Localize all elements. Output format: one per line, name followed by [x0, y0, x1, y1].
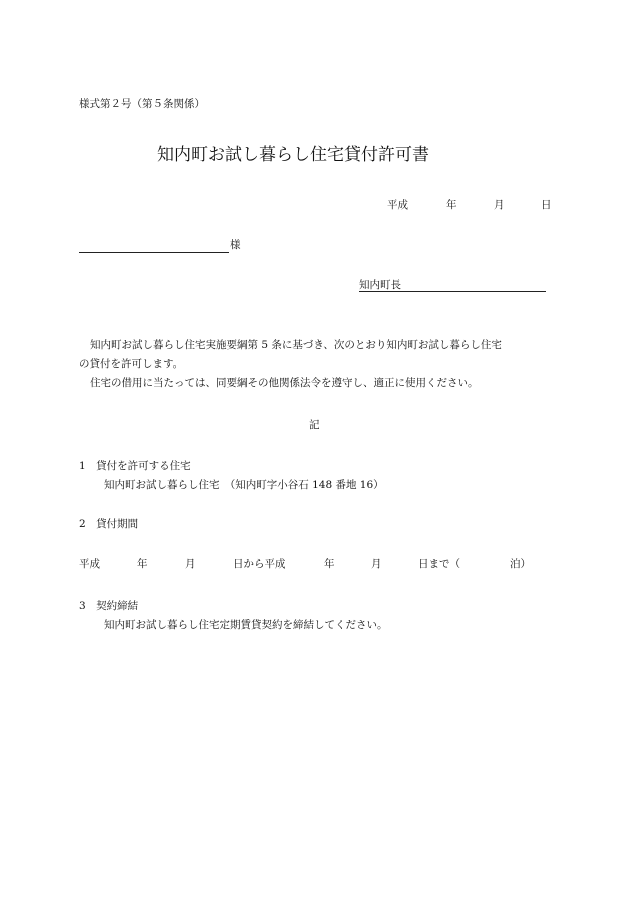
body-line-2: の貸付を許可します。: [79, 358, 184, 370]
recipient-suffix: 様: [230, 239, 241, 251]
date-year: 年: [446, 199, 457, 211]
section-3-detail: 知内町お試し暮らし住宅定期賃貸契約を締結してください。: [104, 619, 388, 631]
period-year-start: 年: [137, 558, 148, 570]
date-day: 日: [541, 199, 552, 211]
period-month-start: 月: [185, 558, 196, 570]
period-nights: 泊）: [510, 558, 531, 570]
form-number: 様式第２号（第５条関係）: [79, 98, 205, 110]
period-era-start: 平成: [79, 558, 100, 570]
issuer-label: 知内町長: [359, 279, 401, 291]
section-2-heading: 2 貸付期間: [79, 518, 139, 530]
section-1-detail: 知内町お試し暮らし住宅 （知内町字小谷石 148 番地 16）: [104, 479, 384, 491]
body-line-3: 住宅の借用に当たっては、同要綱その他関係法令を遵守し、適正に使用ください。: [90, 377, 479, 389]
period-year-end: 年: [324, 558, 335, 570]
issuer-signature-line: [359, 291, 546, 292]
period-month-end: 月: [371, 558, 382, 570]
date-month: 月: [494, 199, 505, 211]
date-era: 平成: [387, 199, 408, 211]
section-1-heading: 1 貸付を許可する住宅: [79, 460, 191, 472]
ki-mark: 記: [309, 419, 320, 431]
document-title: 知内町お試し暮らし住宅貸付許可書: [157, 145, 429, 165]
period-day-until: 日まで（: [418, 558, 460, 570]
section-3-heading: 3 契約締結: [79, 600, 139, 612]
recipient-underline: [79, 252, 229, 253]
period-day-from: 日から平成: [233, 558, 286, 570]
body-line-1: 知内町お試し暮らし住宅実施要綱第 5 条に基づき、次のとおり知内町お試し暮らし住宅: [90, 339, 502, 351]
